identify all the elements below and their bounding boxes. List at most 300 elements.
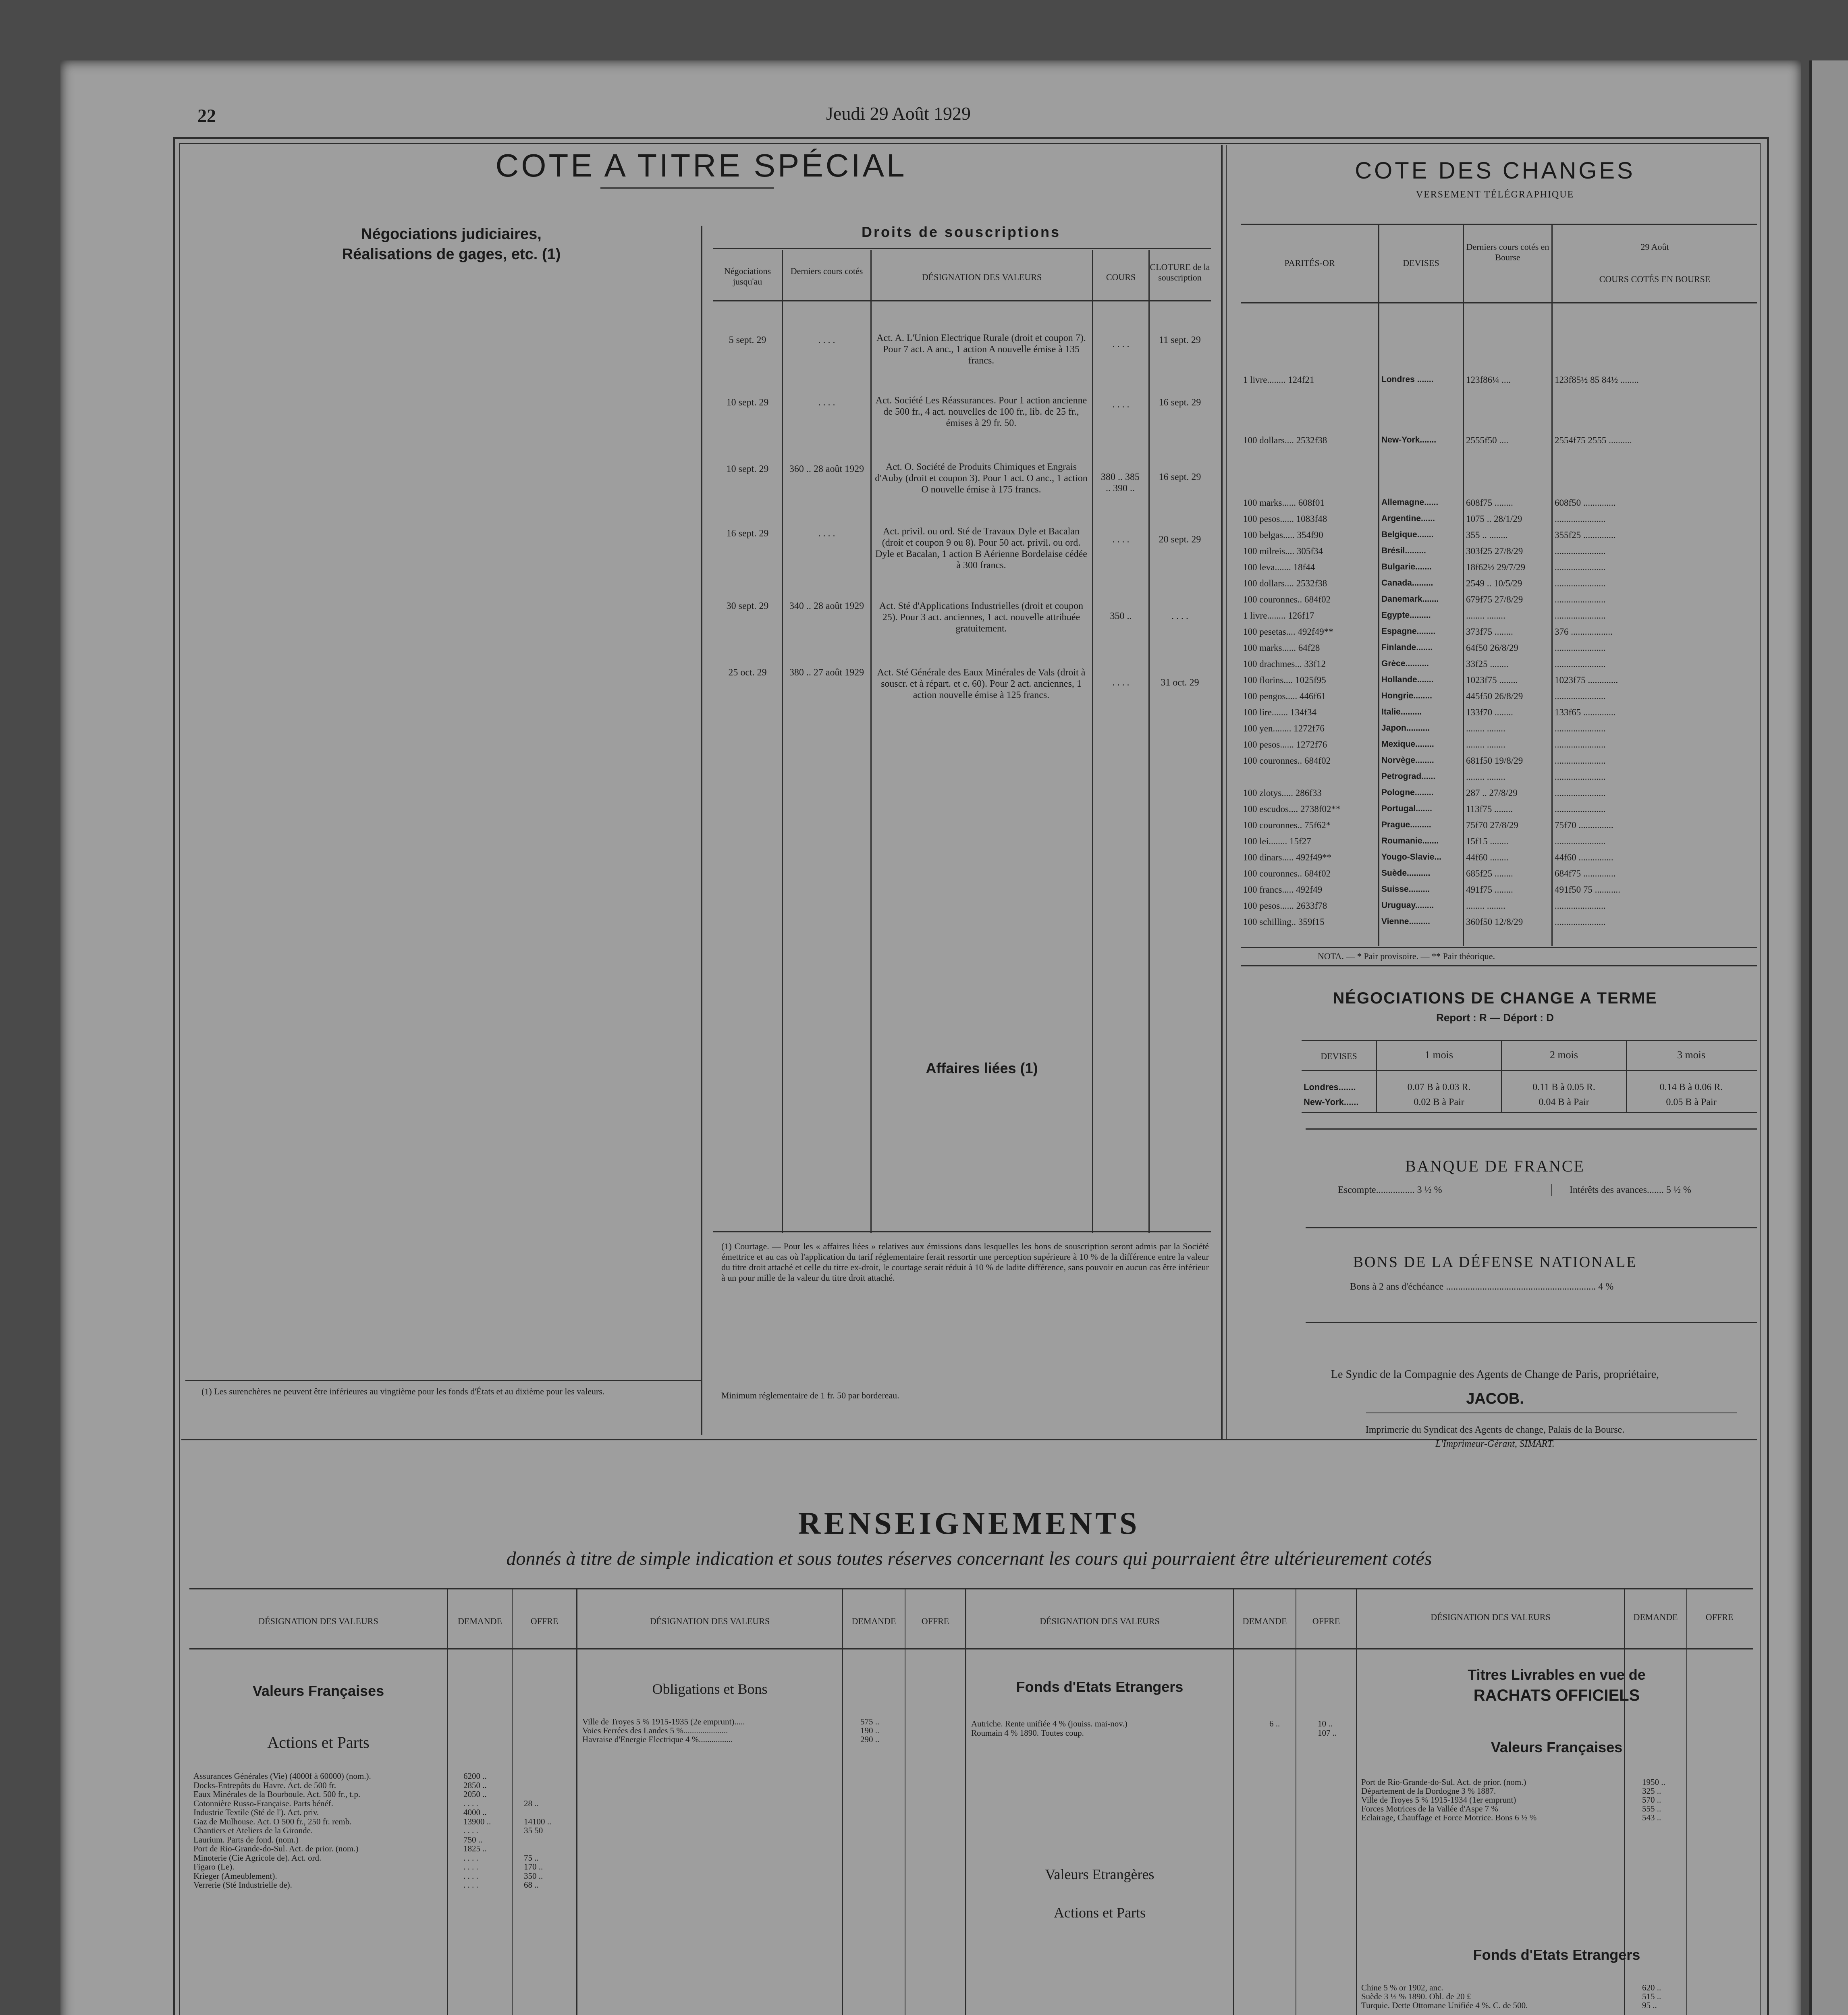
c3-row-designation: Autriche. Rente unifiée 4 % (jouiss. mai-nov.): [971, 1719, 1127, 1728]
changes-col-devises: DEVISES: [1403, 258, 1439, 268]
c4-row-designation: Eclairage, Chauffage et Force Motrice. Bons 6 ½ %: [1361, 1813, 1537, 1822]
changes-row-dernier: 685f25 ........: [1466, 868, 1513, 879]
terme-col-3: 3 mois: [1677, 1049, 1706, 1061]
changes-row-dernier: 75f70 27/8/29: [1466, 820, 1518, 830]
c3-row-demande: 6 ..: [1269, 1719, 1280, 1728]
rens-subcol-line: [447, 1589, 448, 2015]
droits-col-negociations: Négociations jusqu'au: [724, 266, 771, 287]
c4-row-designation: Forces Motrices de la Vallée d'Aspe 7 %: [1361, 1804, 1498, 1814]
changes-row-parite: 100 couronnes.. 75f62*: [1243, 820, 1331, 830]
changes-row-cours: ......................: [1555, 594, 1606, 604]
droits-row-date: 10 sept. 29: [726, 464, 769, 474]
page-number: 22: [197, 105, 216, 126]
c1-row-demande: . . . .: [463, 1853, 478, 1863]
terme-top-rule: [1302, 1040, 1757, 1041]
c1-row-demande: 2850 ..: [463, 1780, 487, 1790]
changes-row-devise: Pologne........: [1381, 788, 1434, 797]
changes-row-devise: Brésil.........: [1381, 546, 1426, 555]
c1-row-designation: Cotonnière Russo-Française. Parts bénéf.: [193, 1798, 334, 1808]
changes-row-parite: 100 couronnes.. 684f02: [1243, 594, 1331, 604]
changes-row-devise: Canada.........: [1381, 578, 1433, 588]
droits-row-cours: . . . .: [1112, 399, 1130, 410]
changes-row-dernier: 1023f75 ........: [1466, 675, 1518, 685]
changes-col-date: 29 Août: [1640, 242, 1669, 252]
rens-col-demande: DEMANDE: [1242, 1616, 1287, 1626]
negociations-divider: [701, 226, 702, 1435]
droits-col-cours: COURS: [1106, 272, 1136, 282]
c4-row2-designation: Chine 5 % or 1902, anc.: [1361, 1983, 1443, 1992]
changes-row-parite: 100 pengos..... 446f61: [1243, 691, 1326, 701]
terme-title: NÉGOCIATIONS DE CHANGE A TERME: [1333, 989, 1657, 1007]
changes-row-parite: 100 drachmes... 33f12: [1243, 659, 1326, 669]
changes-row-cours: 491f50 75 ...........: [1555, 885, 1620, 895]
changes-row-cours: ......................: [1555, 723, 1606, 733]
syndic-name: JACOB.: [1466, 1390, 1524, 1407]
rens-col-designation: DÉSIGNATION DES VALEURS: [1431, 1612, 1551, 1622]
terme-header-rule: [1302, 1070, 1757, 1071]
changes-row-cours: 2554f75 2555 ..........: [1555, 435, 1632, 445]
c1-row-offre: 14100 ..: [524, 1816, 552, 1826]
cote-title: COTE A TITRE SPÉCIAL: [495, 147, 907, 183]
changes-row-cours: ......................: [1555, 691, 1606, 701]
changes-row-parite: 100 francs..... 492f49: [1243, 885, 1323, 895]
c1-row-demande: . . . .: [463, 1871, 478, 1881]
c1-row-demande: 750 ..: [463, 1834, 483, 1845]
changes-row-cours: 75f70 ...............: [1555, 820, 1613, 830]
c1-row-designation: Eaux Minérales de la Bourboule. Act. 500 fr., t.p.: [193, 1789, 361, 1799]
rens-panel-divider: [576, 1589, 577, 2015]
changes-col-parites: PARITÉS-OR: [1284, 258, 1335, 268]
c4-row2-demande: 515 ..: [1642, 1992, 1661, 2001]
changes-row-dernier: ........ ........: [1466, 611, 1505, 621]
syndic-line3: L'Imprimeur-Gérant, SIMART.: [1435, 1439, 1555, 1449]
changes-subtitle: VERSEMENT TÉLÉGRAPHIQUE: [1416, 189, 1574, 200]
c1-row-demande: . . . .: [463, 1826, 478, 1835]
c1-row-designation: Docks-Entrepôts du Havre. Act. de 500 fr.: [193, 1780, 336, 1790]
c4-title-2: RACHATS OFFICIELS: [1473, 1687, 1640, 1704]
changes-row-devise: Italie.........: [1381, 707, 1422, 717]
c4-row-demande: 555 ..: [1642, 1804, 1661, 1814]
droits-row-cours: . . . .: [1112, 677, 1130, 688]
droits-row-designation: Act. A. L'Union Electrique Rurale (droit et coupon 7). Pour 7 act. A anc., 1 action A nouvelle émise à 135 francs.: [876, 333, 1086, 366]
changes-row-cours: ......................: [1555, 901, 1606, 911]
changes-row-cours: 1023f75 .............: [1555, 675, 1618, 685]
changes-row-devise: Suède..........: [1381, 868, 1431, 878]
banque-title: BANQUE DE FRANCE: [1405, 1157, 1585, 1175]
rens-col-designation: DÉSIGNATION DES VALEURS: [258, 1616, 378, 1626]
c4-row-designation: Port de Rio-Grande-do-Sul. Act. de prior. (nom.): [1361, 1777, 1526, 1787]
c4-row2-designation: Turquie. Dette Ottomane Unifiée 4 %. C. de 500.: [1361, 2000, 1528, 2010]
c1-row-demande: 4000 ..: [463, 1807, 487, 1817]
c1-row-designation: Verrerie (Sté Industrielle de).: [193, 1880, 292, 1890]
c1-row-designation: Figaro (Le).: [193, 1862, 235, 1872]
changes-row-cours: ......................: [1555, 611, 1606, 621]
changes-row-cours: 355f25 ..............: [1555, 530, 1616, 540]
changes-row-cours: ......................: [1555, 562, 1606, 572]
droits-row-cours: 350 ..: [1110, 611, 1132, 621]
c1-row-offre: 75 ..: [524, 1853, 539, 1863]
rens-subcol-line: [512, 1589, 513, 2015]
changes-row-cours: ......................: [1555, 772, 1606, 782]
changes-row-dernier: 373f75 ........: [1466, 627, 1513, 637]
c3-section: Fonds d'Etats Etrangers: [1016, 1678, 1184, 1695]
banque-section-rule: [1306, 1227, 1757, 1228]
syndic-line1: Le Syndic de la Compagnie des Agents de Change de Paris, propriétaire,: [1331, 1368, 1659, 1381]
droits-row-designation: Act. Sté d'Applications Industrielles (droit et coupon 25). Pour 3 act. anciennes, 1 act. nouvelle attribuée gratuitement.: [879, 601, 1084, 634]
c1-sub: Actions et Parts: [267, 1733, 370, 1751]
changes-top-rule: [1241, 224, 1757, 225]
rens-subcol-line: [1233, 1589, 1234, 2015]
changes-row-devise: Belgique.......: [1381, 530, 1434, 539]
terme-row-m2: 0.11 B à 0.05 R.: [1532, 1082, 1595, 1093]
rens-col-offre: OFFRE: [1312, 1616, 1340, 1626]
c4-row-demande: 1950 ..: [1642, 1777, 1665, 1787]
c1-row-offre: 68 ..: [524, 1880, 539, 1890]
changes-row-cours: ......................: [1555, 917, 1606, 927]
column-divider: [1221, 145, 1223, 1439]
changes-row-devise: Portugal.......: [1381, 804, 1433, 813]
changes-row-parite: 100 couronnes.. 684f02: [1243, 868, 1331, 879]
c1-row-demande: 13900 ..: [463, 1816, 491, 1826]
adjacent-page-edge: [1809, 60, 1848, 2015]
droits-row-designation: Act. Société Les Réassurances. Pour 1 action ancienne de 500 fr., 4 act. nouvelles de 100 fr., lib. de 25 fr., émises à 29 fr. 50.: [875, 395, 1087, 428]
c3-row-designation: Roumain 4 % 1890. Toutes coup.: [971, 1728, 1084, 1738]
changes-row-dernier: 287 .. 27/8/29: [1466, 788, 1518, 798]
changes-row-dernier: 355 .. ........: [1466, 530, 1508, 540]
droits-row-cloture: 16 sept. 29: [1159, 472, 1201, 482]
terme-row-devise: New-York......: [1304, 1097, 1359, 1107]
c1-row-offre: 28 ..: [524, 1798, 539, 1808]
changes-row-parite: 100 belgas..... 354f90: [1243, 530, 1323, 540]
c4-row-designation: Département de la Dordogne 3 % 1887.: [1361, 1786, 1496, 1796]
droits-col-derniers: Derniers cours cotés: [790, 266, 863, 276]
terme-row-m1: 0.07 B à 0.03 R.: [1407, 1082, 1471, 1093]
column-divider-thin: [1226, 145, 1227, 1439]
droits-row-cours: . . . .: [1112, 534, 1130, 545]
bons-line: Bons à 2 ans d'échéance .............................................................. 4 %: [1350, 1282, 1614, 1292]
droits-row-derniers: . . . .: [818, 335, 835, 345]
changes-row-devise: New-York.......: [1381, 435, 1437, 445]
changes-row-devise: Hongrie........: [1381, 691, 1433, 700]
changes-row-devise: Mexique........: [1381, 740, 1434, 749]
rens-col-offre: OFFRE: [1705, 1612, 1734, 1622]
terme-row-m3: 0.14 B à 0.06 R.: [1659, 1082, 1723, 1093]
c1-row-designation: Industrie Textile (Sté de l'). Act. priv.: [193, 1807, 319, 1817]
c3-row-offre: 107 ..: [1318, 1728, 1337, 1738]
changes-row-devise: Japon..........: [1381, 723, 1430, 733]
droits-row-cloture: 11 sept. 29: [1159, 335, 1201, 345]
droits-row-date: 25 oct. 29: [728, 667, 767, 678]
changes-row-dernier: 44f60 ........: [1466, 852, 1509, 862]
changes-row-devise: Vienne.........: [1381, 917, 1430, 926]
c2-section: Obligations et Bons: [652, 1681, 768, 1697]
changes-row-dernier: 681f50 19/8/29: [1466, 756, 1523, 766]
courtage-min: Minimum réglementaire de 1 fr. 50 par bordereau.: [721, 1390, 899, 1400]
changes-row-devise: Petrograd......: [1381, 772, 1436, 781]
changes-row-devise: Espagne........: [1381, 627, 1436, 636]
c4-section2: Fonds d'Etats Etrangers: [1473, 1946, 1640, 1963]
changes-row-devise: Danemark.......: [1381, 594, 1439, 604]
droits-title: Droits de souscriptions: [861, 224, 1061, 240]
changes-row-dernier: 33f25 ........: [1466, 659, 1509, 669]
c4-row-demande: 543 ..: [1642, 1813, 1661, 1822]
rens-col-demande: DEMANDE: [1633, 1612, 1678, 1622]
c1-row-demande: 2050 ..: [463, 1789, 487, 1799]
c4-row2-demande: 620 ..: [1642, 1983, 1661, 1992]
droits-row-derniers: . . . .: [818, 397, 835, 408]
changes-col-derniers: Derniers cours cotés en Bourse: [1466, 242, 1549, 262]
renseignements-header-rule: [189, 1648, 1753, 1649]
changes-row-cours: ......................: [1555, 788, 1606, 798]
negociations-title-1: Négociations judiciaires,: [361, 226, 542, 243]
negociations-footnote-rule: [185, 1380, 701, 1381]
c1-row-designation: Assurances Générales (Vie) (4000f à 60000) (nom.).: [193, 1771, 371, 1781]
c1-row-designation: Krieger (Ameublement).: [193, 1871, 277, 1881]
changes-col-line-1: [1378, 225, 1379, 946]
changes-row-cours: ......................: [1555, 804, 1606, 814]
syndic-line2: Imprimerie du Syndicat des Agents de change, Palais de la Bourse.: [1365, 1425, 1625, 1435]
changes-row-parite: 100 pesetas.... 492f49**: [1243, 627, 1333, 637]
droits-col-cloture: CLOTURE de la souscription: [1150, 262, 1210, 283]
changes-row-cours: ......................: [1555, 514, 1606, 524]
changes-row-devise: Suisse.........: [1381, 885, 1430, 894]
droits-row-cloture: 16 sept. 29: [1159, 397, 1201, 408]
changes-row-devise: Norvège........: [1381, 756, 1434, 765]
c4-row-demande: 325 ..: [1642, 1786, 1661, 1796]
renseignements-top-rule: [189, 1588, 1753, 1589]
newspaper-page: [60, 60, 1801, 2015]
c1-row-designation: Laurium. Parts de fond. (nom.): [193, 1834, 299, 1845]
droits-row-date: 30 sept. 29: [726, 601, 769, 611]
changes-row-dernier: ........ ........: [1466, 740, 1505, 750]
c2-row-designation: Havraise d'Energie Electrique 4 %................: [582, 1735, 733, 1744]
droits-col-designation: DÉSIGNATION DES VALEURS: [922, 272, 1042, 282]
negociations-title-2: Réalisations de gages, etc. (1): [342, 246, 561, 263]
rens-col-designation: DÉSIGNATION DES VALEURS: [1040, 1616, 1160, 1626]
droits-top-rule: [713, 248, 1211, 249]
c1-row-offre: 350 ..: [524, 1871, 543, 1881]
changes-row-dernier: 360f50 12/8/29: [1466, 917, 1523, 927]
c3-row-offre: 10 ..: [1318, 1719, 1333, 1728]
changes-row-parite: 100 pesos...... 1272f76: [1243, 740, 1327, 750]
droits-row-date: 5 sept. 29: [729, 335, 766, 345]
changes-bottom-rule: [1241, 947, 1757, 948]
droits-row-derniers: 360 .. 28 août 1929: [789, 464, 864, 474]
changes-row-dernier: 491f75 ........: [1466, 885, 1513, 895]
droits-row-cours: 380 .. 385 .. 390 ..: [1101, 472, 1140, 494]
terme-col-1: 1 mois: [1424, 1049, 1453, 1061]
changes-row-dernier: 2549 .. 10/5/29: [1466, 578, 1522, 588]
changes-row-devise: Bulgarie.......: [1381, 562, 1432, 571]
c3-sub2: Actions et Parts: [1054, 1905, 1146, 1921]
c2-row-designation: Ville de Troyes 5 % 1915-1935 (2e emprunt).....: [582, 1717, 745, 1726]
changes-row-dernier: 113f75 ........: [1466, 804, 1513, 814]
c3-section2: Valeurs Etrangères: [1045, 1866, 1154, 1882]
rens-col-demande: DEMANDE: [851, 1616, 896, 1626]
changes-row-parite: 100 dollars.... 2532f38: [1243, 435, 1327, 445]
changes-row-dernier: 133f70 ........: [1466, 707, 1513, 717]
changes-row-devise: Egypte.........: [1381, 611, 1431, 620]
changes-row-parite: 1 livre........ 126f17: [1243, 611, 1314, 621]
c1-row-offre: 170 ..: [524, 1862, 543, 1872]
terme-row-m3: 0.05 B à Pair: [1666, 1097, 1717, 1107]
c2-row-demande: 190 ..: [860, 1726, 880, 1735]
bons-title: BONS DE LA DÉFENSE NATIONALE: [1353, 1254, 1637, 1271]
changes-row-cours: ......................: [1555, 643, 1606, 653]
changes-row-parite: 100 escudos.... 2738f02**: [1243, 804, 1341, 814]
changes-row-dernier: ........ ........: [1466, 901, 1505, 911]
changes-row-parite: 100 pesos...... 2633f78: [1243, 901, 1327, 911]
rens-col-demande: DEMANDE: [458, 1616, 502, 1626]
droits-header-rule: [713, 300, 1211, 301]
c2-row-designation: Voies Ferrées des Landes 5 %.....................: [582, 1726, 728, 1735]
changes-row-devise: Finlande.......: [1381, 643, 1433, 652]
changes-row-devise: Prague.........: [1381, 820, 1431, 829]
changes-col-line-2: [1463, 225, 1464, 946]
changes-title: COTE DES CHANGES: [1355, 158, 1635, 184]
c1-row-designation: Minoterie (Cie Agricole de). Act. ord.: [193, 1853, 322, 1863]
changes-col-line-3: [1551, 225, 1553, 946]
c1-row-designation: Gaz de Mulhouse. Act. O 500 fr., 250 fr. remb.: [193, 1816, 352, 1826]
changes-row-dernier: 1075 .. 28/1/29: [1466, 514, 1522, 524]
changes-header-rule: [1241, 302, 1757, 303]
changes-row-cours: 44f60 ...............: [1555, 852, 1613, 862]
banque-interets: Intérêts des avances....... 5 ½ %: [1570, 1185, 1691, 1195]
terme-row-m1: 0.02 B à Pair: [1414, 1097, 1464, 1107]
c1-row-demande: 6200 ..: [463, 1771, 487, 1781]
changes-row-dernier: 18f62½ 29/7/29: [1466, 562, 1525, 572]
c1-row-demande: . . . .: [463, 1880, 478, 1890]
c4-row2-demande: 95 ..: [1642, 2000, 1657, 2010]
droits-row-derniers: 380 .. 27 août 1929: [789, 667, 864, 678]
renseignements-title: RENSEIGNEMENTS: [798, 1506, 1140, 1541]
changes-row-devise: Londres .......: [1381, 375, 1434, 384]
droits-row-derniers: . . . .: [818, 528, 835, 539]
droits-row-date: 16 sept. 29: [726, 528, 769, 539]
changes-row-cours: 123f85½ 85 84½ ........: [1555, 375, 1639, 385]
changes-row-dernier: ........ ........: [1466, 723, 1505, 733]
changes-row-cours: ......................: [1555, 756, 1606, 766]
c1-row-demande: . . . .: [463, 1862, 478, 1872]
changes-row-cours: ......................: [1555, 836, 1606, 846]
changes-col-cours: COURS COTÉS EN BOURSE: [1599, 274, 1711, 284]
rens-col-offre: OFFRE: [921, 1616, 949, 1626]
droits-row-cloture: 20 sept. 29: [1159, 534, 1201, 545]
changes-row-parite: 100 zlotys..... 286f33: [1243, 788, 1322, 798]
changes-row-parite: 100 lei........ 15f27: [1243, 836, 1311, 846]
cote-title-underline: [600, 187, 774, 189]
droits-row-date: 10 sept. 29: [726, 397, 769, 408]
changes-row-dernier: 15f15 ........: [1466, 836, 1509, 846]
rens-panel-divider: [965, 1589, 966, 2015]
droits-row-designation: Act. Sté Générale des Eaux Minérales de Vals (droit à souscr. et à répart. et c. 60). Pour 2 act. anciennes, 1 action nouvelle émise à 125 francs.: [877, 667, 1086, 700]
c1-row-designation: Port de Rio-Grande-do-Sul. Act. de prior. (nom.): [193, 1844, 359, 1853]
changes-row-parite: 100 pesos...... 1083f48: [1243, 514, 1327, 524]
renseignements-subtitle: donnés à titre de simple indication et sous toutes réserves concernant les cours qui pourraient être ultérieurement cotés: [506, 1548, 1432, 1569]
c1-row-demande: . . . .: [463, 1798, 478, 1808]
changes-row-devise: Roumanie.......: [1381, 836, 1439, 845]
changes-row-cours: 608f50 ..............: [1555, 498, 1616, 508]
changes-row-parite: 100 lire....... 134f34: [1243, 707, 1317, 717]
changes-row-cours: ......................: [1555, 546, 1606, 556]
droits-bottom-rule: [713, 1231, 1211, 1232]
changes-row-dernier: 303f25 27/8/29: [1466, 546, 1523, 556]
changes-row-parite: 100 milreis.... 305f34: [1243, 546, 1323, 556]
terme-bottom-rule: [1302, 1112, 1757, 1113]
droits-row-designation: Act. privil. ou ord. Sté de Travaux Dyle et Bacalan (droit et coupon 9 ou 8). Pour 50 act. privil. ou ord. Dyle et Bacalan, 1 action B Aérienne Bordelaise cédée à 300 francs.: [875, 526, 1087, 571]
changes-row-cours: ......................: [1555, 578, 1606, 588]
bons-section-rule: [1306, 1322, 1757, 1323]
c1-section: Valeurs Françaises: [252, 1683, 384, 1699]
changes-row-parite: 100 marks...... 64f28: [1243, 643, 1320, 653]
droits-row-designation: Act. O. Société de Produits Chimiques et Engrais d'Auby (droit et coupon 3). Pour 1 act. O anc., 1 action O nouvelle émise à 175 francs.: [875, 462, 1088, 495]
c1-row-designation: Chantiers et Ateliers de la Gironde.: [193, 1826, 313, 1835]
banque-separator: [1551, 1184, 1552, 1196]
changes-row-parite: 100 florins.... 1025f95: [1243, 675, 1326, 685]
changes-row-parite: 100 couronnes.. 684f02: [1243, 756, 1331, 766]
changes-row-parite: 100 marks...... 608f01: [1243, 498, 1325, 508]
page-date: Jeudi 29 Août 1929: [826, 103, 971, 124]
changes-row-devise: Allemagne......: [1381, 498, 1439, 507]
affaires-title: Affaires liées (1): [926, 1060, 1038, 1076]
c2-row-demande: 290 ..: [860, 1735, 880, 1744]
droits-col-line-3: [1092, 250, 1093, 1233]
c4-row2-designation: Suède 3 ½ % 1890. Obl. de 20 £: [1361, 1992, 1471, 2001]
changes-row-devise: Uruguay........: [1381, 901, 1434, 910]
terme-row-m2: 0.04 B à Pair: [1539, 1097, 1589, 1107]
c1-row-offre: 35 50: [524, 1826, 543, 1835]
changes-nota-rule: [1241, 965, 1757, 966]
changes-row-cours: 376 ..................: [1555, 627, 1613, 637]
droits-col-line-2: [870, 250, 872, 1233]
changes-row-dernier: 123f86¼ ....: [1466, 375, 1511, 385]
changes-row-dernier: 2555f50 ....: [1466, 435, 1509, 445]
negociations-footnote: (1) Les surenchères ne peuvent être inférieures au vingtième pour les fonds d'États et au dixième pour les valeurs.: [201, 1386, 605, 1396]
changes-row-parite: 100 leva....... 18f44: [1243, 562, 1315, 572]
c4-row-designation: Ville de Troyes 5 % 1915-1934 (1er emprunt): [1361, 1795, 1516, 1805]
terme-col-devises: DEVISES: [1321, 1051, 1357, 1061]
c1-row-demande: 1825 ..: [463, 1844, 487, 1853]
rens-col-designation: DÉSIGNATION DES VALEURS: [650, 1616, 770, 1626]
changes-row-parite: 100 dollars.... 2532f38: [1243, 578, 1327, 588]
changes-row-cours: ......................: [1555, 659, 1606, 669]
banque-escompte: Escompte................ 3 ½ %: [1338, 1185, 1442, 1195]
changes-row-dernier: 679f75 27/8/29: [1466, 594, 1523, 604]
changes-row-cours: 133f65 ..............: [1555, 707, 1616, 717]
courtage-note: (1) Courtage. — Pour les « affaires liées » relatives aux émissions dans lesquelles les bons de souscription seront admis par la Société émettrice et au cas où l'application du tarif réglementaire ferait ressortir une perception supérieure à 10 % de la différence entre la valeur du titre droit attaché et celle du titre ex-droit, le courtage serait réduit à 10 % de ladite différence, sans pouvoir en aucun cas être inférieur à un pour mille de la valeur du titre droit attaché.: [721, 1241, 1209, 1283]
changes-row-devise: Grèce..........: [1381, 659, 1429, 668]
changes-row-parite: 100 schilling.. 359f15: [1243, 917, 1325, 927]
changes-row-parite: 1 livre........ 124f21: [1243, 375, 1314, 385]
changes-row-devise: Yougo-Slavie...: [1381, 852, 1441, 862]
changes-row-cours: ......................: [1555, 740, 1606, 750]
changes-row-parite: 100 dinars..... 492f49**: [1243, 852, 1332, 862]
changes-row-devise: Argentine......: [1381, 514, 1435, 523]
terme-row-devise: Londres.......: [1304, 1082, 1356, 1092]
c4-row-demande: 570 ..: [1642, 1795, 1661, 1805]
rens-col-offre: OFFRE: [530, 1616, 559, 1626]
changes-row-dernier: 608f75 ........: [1466, 498, 1513, 508]
changes-row-dernier: ........ ........: [1466, 772, 1505, 782]
rens-subcol-line: [842, 1589, 843, 2015]
c4-section: Valeurs Françaises: [1491, 1739, 1623, 1755]
changes-row-dernier: 445f50 26/8/29: [1466, 691, 1523, 701]
terme-col-2: 2 mois: [1549, 1049, 1578, 1061]
droits-row-cours: . . . .: [1112, 339, 1130, 349]
droits-row-cloture: 31 oct. 29: [1161, 677, 1199, 688]
c2-row-demande: 575 ..: [860, 1717, 880, 1726]
changes-row-dernier: 64f50 26/8/29: [1466, 643, 1518, 653]
